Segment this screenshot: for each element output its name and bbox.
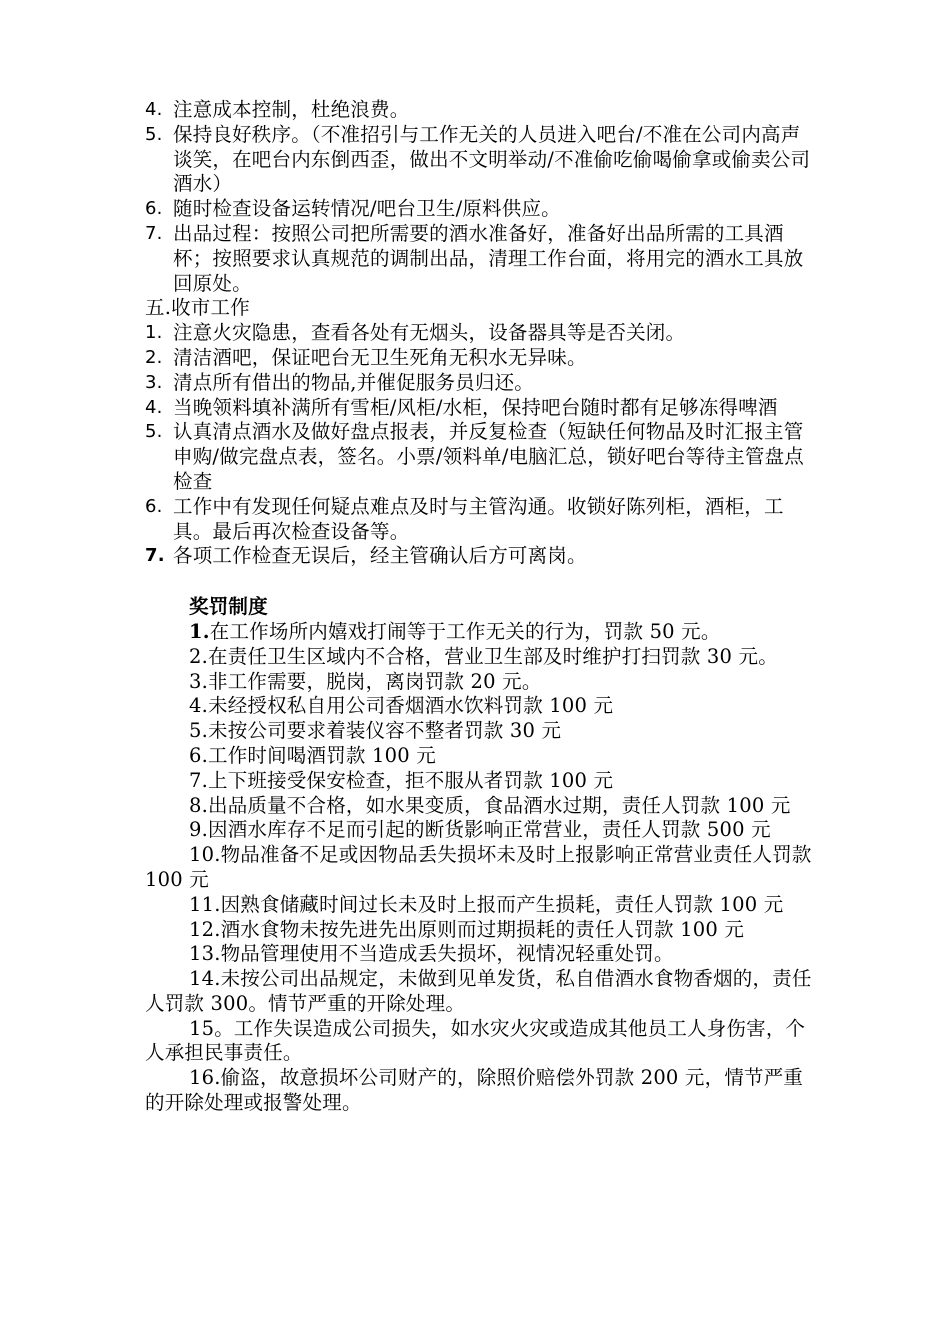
rule-paragraph: 3.非工作需要，脱岗，离岗罚款 20 元。 [189,669,542,693]
list-number: 4. [145,396,163,418]
list-item [145,222,820,296]
list-text: 出品过程：按照公司把所需要的酒水准备好，准备好出品所需的工具酒杯；按照要求认真规范的调制出品，清理工作台面，将用完的酒水工具放回原处。 [173,221,804,295]
list-item [145,371,820,396]
closing-work-list [145,321,820,569]
rule-text: 在工作场所内嬉戏打闹等于工作无关的行为，罚款 50 元。 [209,619,721,643]
list-text: 注意火灾隐患，查看各处有无烟头，设备器具等是否关闭。 [173,321,686,345]
list-item [145,98,820,123]
rule-paragraph: 14.未按公司出品规定，未做到见单发货，私自借酒水食物香烟的，责任人罚款 300。情节严重的开除处理。 [145,967,812,1015]
list-number: 7. [145,545,165,567]
rule-paragraph: 7.上下班接受保安检查，拒不服从者罚款 100 元 [189,768,614,792]
list-number: 5. [145,421,163,443]
list-text: 清点所有借出的物品,并催促服务员归还。 [173,370,534,394]
list-item [145,396,820,421]
rule-number: 1. [189,619,210,643]
rule-paragraph: 11.因熟食储藏时间过长未及时上报而产生损耗，责任人罚款 100 元 [189,892,784,916]
rule-paragraph: 16.偷盗，故意损坏公司财产的，除照价赔偿外罚款 200 元，情节严重的开除处理或报警处理。 [145,1066,804,1115]
list-number: 4. [145,99,163,120]
list-number: 7. [145,222,163,244]
list-number: 5. [145,123,163,145]
list-item [145,321,820,346]
rewards-title: 奖罚制度 [189,595,268,619]
list-text: 随时检查设备运转情况/吧台卫生/原料供应。 [173,197,561,221]
section-heading-closing: 五.收市工作 [145,296,250,320]
list-text: 保持良好秩序。（不准招引与工作无关的人员进入吧台/不准在公司内高声谈笑，在吧台内东倒西歪，做出不文明举动/不准偷吃偷喝偷拿或偷卖公司酒水） [173,122,811,196]
list-item [145,197,820,222]
rule-paragraph: 6.工作时间喝酒罚款 100 元 [189,743,436,767]
list-number: 1. [145,322,163,344]
list-text: 注意成本控制，杜绝浪费。 [173,98,410,121]
list-item [145,544,820,569]
list-number: 6. [145,495,163,517]
list-item [145,123,820,197]
rule-paragraph: 12.酒水食物未按先进先出原则而过期损耗的责任人罚款 100 元 [189,917,745,941]
rewards-rules [145,620,820,1116]
list-text: 工作中有发现任何疑点难点及时与主管沟通。收锁好陈列柜，酒柜，工具。最后再次检查设备等。 [173,494,784,543]
spacer [145,569,820,595]
list-item [145,346,820,371]
list-item [145,495,820,545]
list-number: 3. [145,371,163,393]
list-number: 2. [145,346,163,368]
rule-paragraph [145,620,820,645]
rule-paragraph: 5.未按公司要求着装仪容不整者罚款 30 元 [189,719,562,743]
list-text: 各项工作检查无误后，经主管确认后方可离岗。 [173,544,587,568]
list-number: 6. [145,198,163,220]
rule-paragraph: 4.未经授权私自用公司香烟酒水饮料罚款 100 元 [189,694,614,718]
work-list-continued [145,98,820,296]
rule-paragraph: 15。工作失误造成公司损失，如水灾火灾或造成其他员工人身伤害，个人承担民事责任。 [145,1016,806,1065]
rule-paragraph: 8.出品质量不合格，如水果变质，食品酒水过期，责任人罚款 100 元 [189,793,791,817]
list-text: 认真清点酒水及做好盘点报表，并反复检查（短缺任何物品及时汇报主管申购/做完盘点表，签名。小票/领料单/电脑汇总，锁好吧台等待主管盘点检查 [173,420,805,493]
rule-paragraph: 10.物品准备不足或因物品丢失损坏未及时上报影响正常营业责任人罚款 100 元 [145,843,812,891]
list-text: 清洁酒吧，保证吧台无卫生死角无积水无异味。 [173,345,587,369]
rule-paragraph: 9.因酒水库存不足而引起的断货影响正常营业，责任人罚款 500 元 [189,818,771,842]
list-item [145,420,820,494]
rule-paragraph: 2.在责任卫生区域内不合格，营业卫生部及时维护打扫罚款 30 元。 [189,644,778,668]
list-text: 当晚领料填补满所有雪柜/风柜/水柜，保持吧台随时都有足够冻得啤酒 [173,395,778,419]
document-page [145,98,820,1116]
rule-paragraph: 13.物品管理使用不当造成丢失损坏，视情况轻重处罚。 [189,942,674,966]
